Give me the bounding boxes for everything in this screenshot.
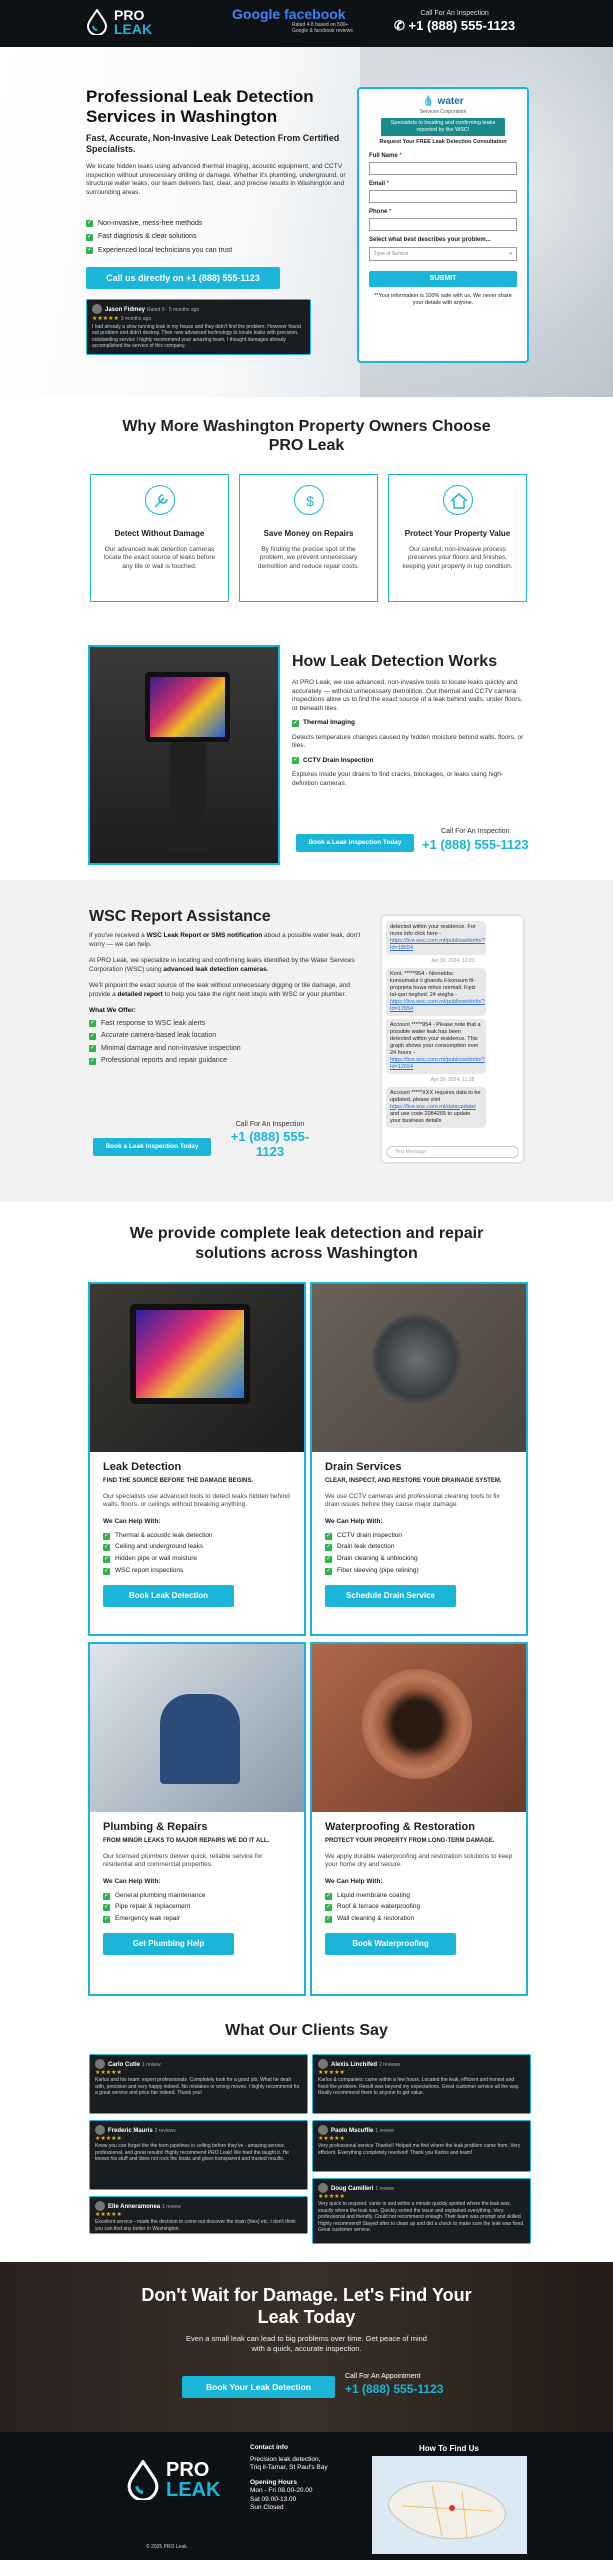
list-item: ✓ Liquid membrane coating [325,1891,410,1899]
how-section [0,627,613,880]
check-icon: ✓ [292,719,299,726]
feature-title: Save Money on Repairs [263,529,354,538]
rated-text: Rated 4.8 based on 500+ [292,22,349,28]
wsc-p2: At PRO Leak, we specialize in locating and confirming leaks identified by the Water Services Corporation (WSC) using advanced leak detection cameras. [89,957,355,973]
address-line: Triq il-Tamar, St Paul's Bay [250,2464,328,2471]
list-item: ✓ Minimal damage and non-invasive inspection [89,1044,241,1052]
call-label: Call For An Inspection [235,1121,305,1128]
footer-logo[interactable] [126,2460,220,2500]
name-label: Full Name * [369,152,402,159]
wsc-logo-sub: Services Corporation [419,108,467,115]
thermal-text: Detects temperature changes caused by hidden moisture behind walls, floors, or tiles. [292,733,524,749]
cta-text: Even a small leak can lead to big problems over time. Get peace of mind with a quick, accurate inspection. [186,2334,427,2353]
check-icon: ✓ [89,1045,96,1052]
service-image [90,1284,304,1452]
feature-card [239,474,378,602]
service-checklist [103,1532,291,1576]
list-item: ✓ General plumbing maintenance [103,1891,206,1899]
phone-label: Phone * [369,208,392,215]
review-card [89,2196,308,2234]
check-icon: ✓ [325,1532,332,1539]
hero-section [0,47,613,397]
service-text: We use CCTV cameras and professional cleaning tools to fix drain issues before they cause major damage. [325,1492,500,1509]
logo-text-top: PRO [114,7,145,23]
review-card [312,2120,531,2172]
consultation-form [357,87,529,363]
service-text: Our specialists use advanced tools to detect leaks hidden behind walls, floors, or ceilings without breaking anything. [103,1492,290,1509]
form-title: Request Your FREE Leak Detection Consultation [379,139,507,146]
list-item: ✓ Professional reports and repair guidance [89,1057,228,1064]
review-text: Know you can forget the the term pipelines in ceiling before they've - amazing service, professional, and great results! Highly recommend PRO Leak! We tried the taught it. He knows his stuff and does not rock the boats and gives transparent and trusted results. [95,2143,289,2163]
review-card [89,2054,308,2114]
rated-text-2: Google & facebook reviews [292,28,353,34]
check-icon: ✓ [103,1544,110,1551]
why-title: Why More Washington Property Owners Choose PRO Leak [122,418,491,454]
check-icon: ✓ [89,1032,96,1039]
avatar [95,2059,105,2069]
facebook-logo: facebook [284,6,346,22]
testimonials-title: What Our Clients Say [225,2022,388,2039]
check-icon: ✓ [103,1556,110,1563]
avatar [95,2125,105,2135]
call-direct-button[interactable]: Call us directly on +1 (888) 555-1123 [86,267,280,289]
reviewer-meta: 2 reviews [154,2127,176,2134]
get-plumbing-help-button[interactable]: Get Plumbing Help [103,1933,234,1955]
reviewer-name: Frederic Mauris [108,2127,153,2134]
list-item: ✓ Fiber sleeving (pipe relining) [325,1567,419,1574]
contact-title: Contact info [250,2444,288,2451]
how-text [292,679,527,794]
reviewer-meta: Rated 5 · 5 months ago [146,306,200,313]
book-inspection-button[interactable]: Book a Leak Inspection Today [296,834,414,852]
logo-text-top: PRO [166,2459,210,2481]
money-icon [294,485,324,515]
check-icon: ✓ [325,1892,332,1899]
wsc-text [89,932,364,1070]
review-card [86,299,311,355]
service-subtitle: PROTECT YOUR PROPERTY FROM LONG-TERM DAMAGE. [325,1837,495,1844]
review-card [89,2120,308,2190]
book-inspection-button[interactable]: Book a Leak Inspection Today [93,1138,211,1156]
service-type-select[interactable] [369,247,517,261]
wsc-phone[interactable]: +1 (888) 555-1123 [230,1129,310,1160]
reviewer-meta: 1 review [141,2061,161,2068]
sms-input: Text Message [386,1146,519,1158]
star-rating: ★★★★★ [318,2136,345,2143]
list-item: ✓ Hidden pipe or wall moisture [103,1555,198,1563]
sms-timestamp: Jan 30, 2024, 12:03 [430,958,475,964]
wsc-p3: We'll pinpoint the exact source of the leak without unnecessary digging or tile damage, and provide a detailed report to help you take the right next steps with WSC or your plumber. [89,982,350,998]
book-waterproofing-button[interactable]: Book Waterproofing [325,1933,456,1955]
reviewer-name: Elle Anneramonea [108,2203,161,2210]
service-card [88,1642,306,1996]
thermal-camera-image [88,645,280,865]
service-card [310,1282,528,1636]
reviewer-name: Alexis Linchifed [331,2061,378,2068]
ratings-badge [232,7,358,34]
help-label: We Can Help With: [103,1877,161,1885]
list-item: ✓ Drain cleaning & unblocking [325,1555,418,1563]
service-image [90,1644,304,1812]
hero-title: Professional Leak Detection Services in Washington [86,87,314,126]
phone-input[interactable] [369,218,517,231]
map-pin-icon [449,2505,455,2511]
review-text: Excellent service - made the decision to come out discover the drain (tiles) etc. I don't think you can find any better in Washington. [95,2219,296,2232]
check-icon: ✓ [292,757,299,764]
reviewer-meta: 1 review [375,2185,394,2192]
hours-line: Sat 09.00-13.00 [250,2495,297,2503]
review-card [312,2054,531,2114]
review-card [312,2178,531,2244]
hero-subtitle: Fast, Accurate, Non-Invasive Leak Detection From Certified Specialists. [86,133,340,154]
service-image [312,1644,526,1812]
check-icon: ✓ [325,1916,332,1923]
review-text: Karlos and his team: expert professionals. Completely took for a good job. What he dealt with, precision and very happy indeed. No mistakes or wrong moves. I highly recommend for a great service and price fair indeed. Thank you! [95,2077,300,2097]
star-rating: ★★★★★ [95,2136,122,2143]
hours-line: Sun Closed [250,2504,284,2511]
avatar [95,2201,105,2211]
site-footer [0,2432,613,2560]
avatar [318,2125,328,2135]
water-drop-icon [126,2460,160,2500]
list-item: ✓ Pipe repair & replacement [103,1903,191,1911]
hours-line: Mon - Fri 08.00-20.00 [250,2487,313,2494]
feature-text: Our advanced leak detection cameras locate the exact source of leaks before any tile or wall is touched. [103,545,216,570]
feature-title: Detect Without Damage [114,529,205,538]
house-icon [443,485,473,515]
check-icon: ✓ [86,220,93,227]
check-icon: ✓ [325,1567,332,1574]
service-title: Leak Detection [103,1461,182,1473]
avatar [318,2183,328,2193]
hours-title: Opening Hours [250,2478,297,2486]
footer-contact [250,2444,328,2513]
service-title: Drain Services [325,1461,402,1473]
sms-message: Kont. *****954 - Ninnebbu konsumatur li ghandu il-konsum fil-proprjeta huwa mhux normali. Il-piż tal-qari rieghed: 24 siegha - https://live.wsc.com.mt/publicwebinfo/?Id=12654 [386,968,486,1016]
phone-icon: ✆ [394,18,405,34]
list-item [86,232,346,241]
sms-message: detected within your residence. For more info click here - https://live.wsc.com.mt/publicwebinfo/?Id=18654 [386,921,486,955]
submit-button[interactable]: SUBMIT [369,271,517,287]
cta-call[interactable] [345,2372,443,2398]
service-subtitle: FROM MINOR LEAKS TO MAJOR REPAIRS WE DO IT ALL. [103,1837,270,1844]
list-item: ✓ CCTV drain inspection [325,1531,403,1539]
check-icon: ✓ [103,1567,110,1574]
call-label: Call For An Appointment [345,2373,421,2380]
feature-card [388,474,527,602]
check-icon: ✓ [103,1916,110,1923]
star-rating: ★★★★★ [92,316,119,323]
cctv-text: Explores inside your drains to find cracks, blockages, or leaks using high-definition cameras. [292,771,503,787]
cctv-heading: ✓ CCTV Drain Inspection [292,756,374,764]
how-call[interactable] [422,827,529,854]
select-placeholder: Type of Service [374,251,409,258]
sms-message: Account *****954 - Please note that a possible water leak has been detected within your residence. This graph shows your consumption over 24 hours - https://live.wsc.com.mt/publicwebinfo/?Id=12654 [386,1019,486,1074]
select-label: Select what best describes your problem... [369,236,491,243]
check-icon: ✓ [103,1532,110,1539]
wsc-title: WSC Report Assistance [89,908,271,925]
service-title: Waterproofing & Restoration [325,1821,475,1833]
location-map[interactable] [372,2456,527,2554]
list-item: ✓ Accurate camera-based leak location [89,1032,217,1039]
review-text: Very quick to respond, came in and within a minute quickly spotted where the leak was, exactly where the leak was. Quickly sorted the issue and explained everything. Very professional and friendly. Could not recommend enough. Their team was prompt and skilled. Highly recommend! Stayed after to clean up and did a check to make sure the leak was fixed. Great customer service. [318,2201,525,2234]
check-icon: ✓ [325,1556,332,1563]
review-text: I had already a slow running leak in my house and they didn't find the problem. However found out problem and didn't destroy. Their new advanced technology to locate leaks with precision. outstanding service I highly recommend your amazing team. I thought damages already accomplished the service of this company. [92,323,301,350]
call-label: Call For An Inspection [420,10,489,17]
wsc-logo [369,95,517,115]
copyright: © 2025 PRO Leak. [146,2544,189,2550]
hero-paragraph: We locate hidden leaks using advanced thermal imaging, acoustic equipment, and CCTV inspection without unnecessary drilling or damage. Whether it's plumbing, underground, or structural water leaks, our team delivers fast, clear, and precise results in Washington and surrounding areas. [86,163,346,196]
service-image [312,1284,526,1452]
how-title: How Leak Detection Works [292,653,498,670]
feature-card [90,474,229,602]
testimonials-section [0,2002,613,2262]
service-checklist [103,1892,291,1924]
sms-message: Account *****XXX requires data to be updated, please visit https://live.wsc.com.mt/dataupdate/ and use code 2084265 to update your business details [386,1087,486,1128]
privacy-note: **Your information is 100% safe with us. We never share your details with anyone. [374,293,512,307]
help-label: We Can Help With: [325,1517,383,1525]
sms-timestamp: Apr 30, 2024, 11:18 [430,1076,475,1083]
check-icon: ✓ [86,233,93,240]
list-item: ✓ Thermal & acoustic leak detection [103,1531,213,1539]
header-phone[interactable]: +1 (888) 555-1123 [408,18,516,34]
list-item: ✓ Ceiling and underground leaks [103,1543,204,1551]
reviewer-meta: 1 review [162,2203,181,2210]
chevron-down-icon: ▾ [509,251,512,258]
review-date: 3 months ago [120,316,152,323]
list-item: ✓ Roof & terrace waterproofing [325,1903,421,1911]
list-item: ✓ Drain leak detection [325,1543,395,1551]
check-text: Non-invasive, mess-free methods [98,220,203,227]
feature-title: Protect Your Property Value [404,529,511,538]
sms-screenshot [382,916,523,1162]
star-rating: ★★★★★ [318,2194,345,2201]
address-line: Precision leak detection, [250,2455,321,2463]
schedule-drain-button[interactable]: Schedule Drain Service [325,1585,456,1607]
form-tagline: Specialists in locating and confirming leaks reported by the WSC! [381,118,505,136]
book-leak-detection-button[interactable]: Book Leak Detection [103,1585,234,1607]
book-leak-detection-cta-button[interactable]: Book Your Leak Detection [182,2376,335,2398]
header-call[interactable] [394,9,515,34]
find-us-title: How To Find Us [419,2444,479,2453]
check-text: Experienced local technicians you can trust [98,246,233,254]
review-text: Very professional service Thanks!! Helped me find where the leak problem came from. Very efficient. Everything completely resolved! Thank you Karlos and team! [318,2143,521,2156]
star-rating: ★★★★★ [318,2070,345,2077]
list-item: ✓ WSC report inspections [103,1567,184,1574]
list-item [86,219,346,228]
service-subtitle: CLEAR, INSPECT, AND RESTORE YOUR DRAINAGE SYSTEM. [325,1477,502,1484]
help-label: We Can Help With: [325,1877,383,1885]
water-drop-icon [86,9,108,35]
thermal-heading: ✓ Thermal Imaging [292,719,356,726]
list-item [86,246,346,255]
reviewer-meta: 2 reviews [378,2061,401,2068]
check-icon: ✓ [89,1057,96,1064]
check-icon: ✓ [103,1892,110,1899]
cta-section [0,2262,613,2432]
cta-title: Don't Wait for Damage. Let's Find Your Leak Today [141,2285,472,2327]
services-section [0,1202,613,2002]
service-text: We apply durable waterproofing and restoration solutions to keep your home dry and secure. [325,1852,513,1869]
wsc-logo-text: water [437,96,464,107]
service-card [310,1642,528,1996]
list-item: ✓ Emergency leak repair [103,1915,181,1923]
check-text: Fast diagnosis & clear solutions [98,233,197,241]
hero-checklist [86,219,346,259]
full-name-input[interactable] [369,162,517,175]
logo-text-bottom: LEAK [166,2479,221,2501]
star-rating: ★★★★★ [95,2212,122,2219]
email-input[interactable] [369,190,517,203]
why-section [0,397,613,627]
check-icon: ✓ [103,1904,110,1911]
list-item: ✓ Wall cleaning & restoration [325,1915,415,1923]
reviewer-name: Carlo Cutie [108,2061,141,2068]
service-title: Plumbing & Repairs [103,1821,208,1833]
service-checklist [325,1892,513,1924]
wsc-checklist [89,1020,364,1066]
service-text: Our licensed plumbers deliver quick, reliable service for residential and commercial properties. [103,1852,263,1869]
svg-text:$: $ [305,493,314,509]
list-item: ✓ Fast response to WSC leak alerts [89,1019,206,1027]
reviewer-meta: 1 review [375,2127,394,2134]
call-label: Call For An Inspection [441,828,510,835]
wsc-call[interactable] [225,1120,315,1159]
service-checklist [325,1532,513,1576]
water-drop-icon: 💧 [422,96,435,107]
check-icon: ✓ [89,1020,96,1027]
wsc-p1: If you've received a WSC Leak Report or SMS notification about a possible water leak, don't worry — we can help. [89,932,361,948]
service-card [88,1282,306,1636]
google-logo: Google [232,6,281,22]
reviewer-name: Jason Fidmey [105,306,146,313]
service-subtitle: FIND THE SOURCE BEFORE THE DAMAGE BEGINS. [103,1477,254,1484]
help-label: We Can Help With: [103,1517,161,1525]
cta-phone[interactable]: +1 (888) 555-1123 [345,2382,444,2397]
feature-text: Our careful, non-invasive process preserves your floors and finishes, keeping your property in top condition. [402,545,513,570]
check-icon: ✓ [86,247,93,254]
check-icon: ✓ [325,1904,332,1911]
star-rating: ★★★★★ [95,2070,122,2077]
avatar [92,304,102,314]
site-header [0,0,613,47]
offer-heading: What We Offer: [89,1007,136,1014]
email-label: Email * [369,180,390,187]
review-text: Karlos & companies: came within a few hours. Located the leak, efficient and honest and fixed the problem. Result was beyond my expectations. Great customer service all the way. Really recommend them to anyone to get value. [318,2077,520,2097]
logo[interactable] [86,8,152,36]
how-intro: At PRO Leak, we use advanced, non-invasive tools to locate leaks quickly and accurately — without unnecessary demolition. Our thermal and CCTV camera inspections allow us to find the exact source of a leak behind walls, under floors, or beneath tiles. [292,679,523,712]
feature-text: By finding the precise spot of the problem, we prevent unnecessary demolition and reduce repair costs. [257,545,360,570]
reviewer-name: Doug Camilleri [331,2185,374,2192]
reviewer-name: Paolo Mscuffie [331,2127,374,2134]
logo-text-bottom: LEAK [114,21,153,37]
wrench-icon [145,485,175,515]
wsc-section [0,880,613,1202]
how-phone[interactable]: +1 (888) 555-1123 [422,837,529,853]
services-title: We provide complete leak detection and repair solutions across Washington [129,1225,484,1262]
avatar [318,2059,328,2069]
check-icon: ✓ [325,1544,332,1551]
